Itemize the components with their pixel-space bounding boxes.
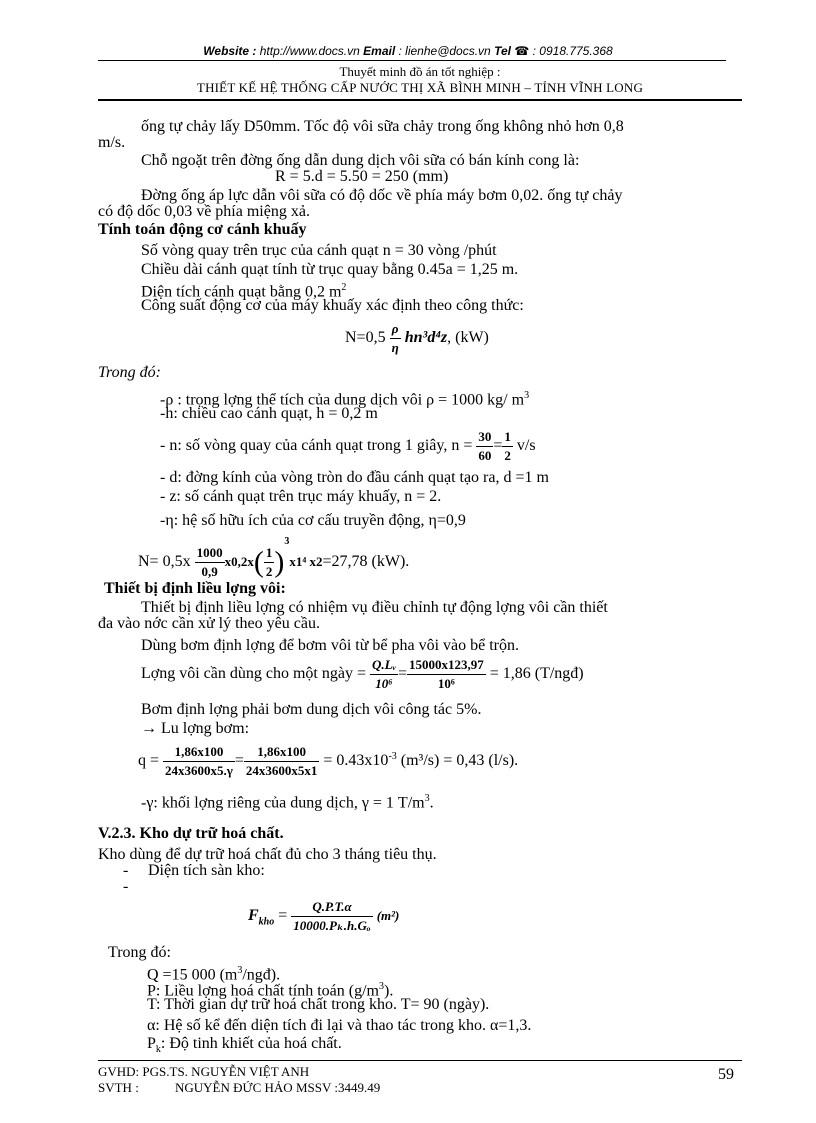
motor-area-sup: 2	[341, 282, 347, 293]
gamma-def: -γ: khối lợng riêng của dung dịch, γ = 1 $T/m^3$.	[141, 793, 434, 812]
para-1b: m/s.	[98, 134, 126, 151]
website-header	[0, 44, 816, 58]
email-value[interactable]: : lienhe@docs.vn	[398, 44, 491, 58]
power-fraction: $\frac{\rho}{\eta}$	[391, 321, 399, 355]
def-h: -h: chiều cao cánh quạt, h = 0,2 m	[160, 405, 378, 422]
def-d: - d: đờng kính của vòng tròn do đầu cánh quạt tạo ra, d =1 m	[160, 469, 549, 486]
motor-line-1: Số vòng quay trên trục của cánh quạt n = 30 vòng /phút	[141, 242, 497, 259]
page-number: 59	[718, 1066, 734, 1083]
website-url[interactable]: http://www.docs.vn	[259, 44, 360, 58]
dosing-2: Dùng bơm định lợng để bơm vôi từ bể pha vôi vào bể trộn.	[141, 637, 520, 654]
storage-where: Trong đó:	[108, 944, 171, 961]
power-rhs: hn³d⁴z	[404, 329, 448, 347]
power-unit: , (kW)	[447, 329, 489, 347]
lime-dose: Lợng vôi cần dùng cho một ngày = $\frac{\text{Q.Lᵥ}}{\text{10⁶}}$ = $\frac{15000x123,97}{\text{10⁶}}$ = 1,86 (T/ngđ)	[141, 657, 584, 691]
storage-def-t: T: Thời gian dự trữ hoá chất trong kho. T= 90 (ngày).	[147, 996, 490, 1013]
para-1a: ống tự chảy lấy D50mm. Tốc độ vôi sữa chảy trong ống không nhỏ hơn 0,8	[141, 118, 624, 135]
def-z: - z: số cánh quạt trên trục máy khuấy, n = 2.	[160, 488, 442, 505]
dosing-4: Bơm định lợng phải bơm dung dịch vôi công tác 5%.	[141, 701, 482, 718]
flow-formula: q = $\frac{1,86x100}{24x3600x5.\gamma}$ = $\frac{1,86x100}{24x3600x5x1}$ = $0.43x10^{-3}$ (m³/s) = 0,43 (l/s).	[138, 744, 519, 778]
heading-storage: V.2.3. Kho dự trữ hoá chất.	[98, 825, 284, 842]
header-rule-top	[98, 60, 726, 61]
storage-def-pk: $P_k$: Độ tinh khiết của hoá chất.	[147, 1035, 342, 1056]
flow-label: → Lu lợng bơm:	[141, 720, 250, 737]
dosing-1a: Thiết bị định liều lợng có nhiệm vụ điều chỉnh tự động lợng vôi cần thiết	[141, 599, 608, 616]
storage-dash-1: -	[123, 862, 129, 879]
motor-line-4: Công suất động cơ của máy khuấy xác định theo công thức:	[141, 297, 524, 314]
storage-def-alpha: α: Hệ số kể đến diện tích đi lại và thao tác trong kho. α=1,3.	[147, 1017, 532, 1034]
doc-subtitle: Thuyết minh đồ án tốt nghiệp :	[339, 64, 501, 79]
heading-dosing: Thiết bị định liều lợng vôi:	[104, 580, 286, 597]
header-rule-bottom	[98, 99, 742, 101]
def-eta: -η: hệ số hữu ích của cơ cấu truyền động, η=0,9	[160, 512, 466, 529]
footer-svth-label: SVTH :	[98, 1080, 139, 1095]
heading-motor: Tính toán động cơ cánh khuấy	[98, 221, 307, 238]
para-3a: Đờng ống áp lực dẫn vôi sữa có độ dốc về phía máy bơm 0,02. ống tự chảy	[141, 187, 623, 204]
storage-area-formula: $F_{kho}$ = $\frac{Q.P.T.\alpha}{\text{10000.Pₖ.h.Gₒ}}$ (m²)	[248, 899, 400, 933]
footer-gvhd: GVHD: PGS.TS. NGUYỄN VIỆT ANH	[98, 1064, 310, 1079]
power-calculation: N= 0,5x $\frac{1000}{0,9}$ x0,2x( $\frac{1}{2}$ )$^3$x1⁴ x2=27,78 (kW).	[138, 536, 410, 579]
footer-svth-value: NGUYỄN ĐỨC HẢO MSSV :3449.49	[175, 1080, 381, 1095]
motor-line-2: Chiều dài cánh quạt tính từ trục quay bằng 0.45a = 1,25 m.	[141, 261, 519, 278]
storage-def-p: P: Liều lợng hoá chất tính toán $(g/m^3)$.	[147, 981, 394, 1000]
def-rho: -ρ : trọng lợng thể tích của dung dịch vôi ρ = 1000 kg/ $m^3$	[160, 390, 530, 409]
para-2: Chỗ ngoặt trên đờng ống dẫn dung dịch vôi sữa có bán kính cong là:	[141, 152, 580, 169]
doc-title: THIẾT KẾ HỆ THỐNG CẤP NƯỚC THỊ XÃ BÌNH MINH – TỈNH VĨNH LONG	[196, 80, 644, 95]
tel-value: : 0918.775.368	[532, 44, 613, 58]
storage-1: Kho dùng để dự trữ hoá chất đủ cho 3 tháng tiêu thụ.	[98, 846, 437, 863]
para-3b: có độ dốc 0,03 về phía miệng xả.	[98, 203, 310, 220]
power-lhs: N=0,5	[345, 329, 386, 347]
website-label: Website :	[203, 44, 257, 58]
motor-area-text: Diện tích cánh quạt bằng 0,2 m	[141, 283, 342, 301]
storage-2: Diện tích sàn kho:	[148, 862, 265, 879]
power-formula	[345, 320, 489, 357]
storage-def-q: Q =15 000 $(m^3/ngđ)$.	[147, 965, 281, 984]
footer-rule	[98, 1060, 742, 1061]
arrow-icon: →	[141, 720, 157, 737]
phone-icon: ☎	[514, 44, 530, 58]
email-label: Email	[363, 44, 396, 58]
tel-label: Tel	[494, 44, 511, 58]
where-label: Trong đó:	[98, 364, 161, 381]
storage-dash-2: -	[123, 878, 129, 895]
radius-formula: R = 5.d = 5.50 = 250 (mm)	[275, 168, 449, 185]
def-n: - n: số vòng quay của cánh quạt trong 1 giây, n = $\frac{30}{60}$ = $\frac{1}{2}$ v/s	[160, 429, 536, 463]
dosing-1b: đa vào nớc cần xử lý theo yêu cầu.	[98, 615, 320, 632]
